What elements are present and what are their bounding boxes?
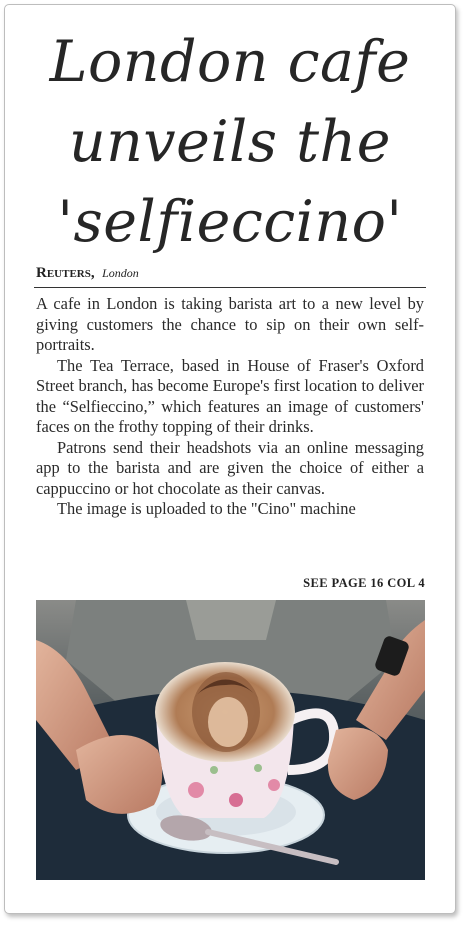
article-photo <box>36 600 425 880</box>
paragraph-4: The image is uploaded to the "Cino" machine <box>57 499 356 518</box>
headline-line-2: unveils the <box>68 109 392 175</box>
byline-location: London <box>102 266 139 280</box>
byline-agency: Reuters, <box>36 265 95 281</box>
paragraph-3: Patrons send their headshots via an online messaging app to the barista and are given the choice of either a cappuccino or hot chocolate as their canvas. <box>36 437 424 498</box>
continuation-note: SEE PAGE 16 COL 4 <box>303 576 425 590</box>
byline-divider <box>34 287 426 288</box>
article-body <box>36 294 424 520</box>
selfieccino-photo-illustration <box>36 600 425 880</box>
paragraph-1: A cafe in London is taking barista art to a new level by giving customers the chance to sip on their own self-portraits. <box>36 294 424 354</box>
headline-line-1: London cafe <box>49 29 411 95</box>
headline <box>30 22 430 262</box>
headline-line-3: 'selfieccino' <box>57 189 403 255</box>
byline <box>36 265 139 282</box>
paragraph-2: The Tea Terrace, based in House of Fraser's Oxford Street branch, has become Europe's first location to deliver the “Selfieccino,” which features an image of customers' faces on the frothy topping of their drinks. <box>36 355 424 436</box>
